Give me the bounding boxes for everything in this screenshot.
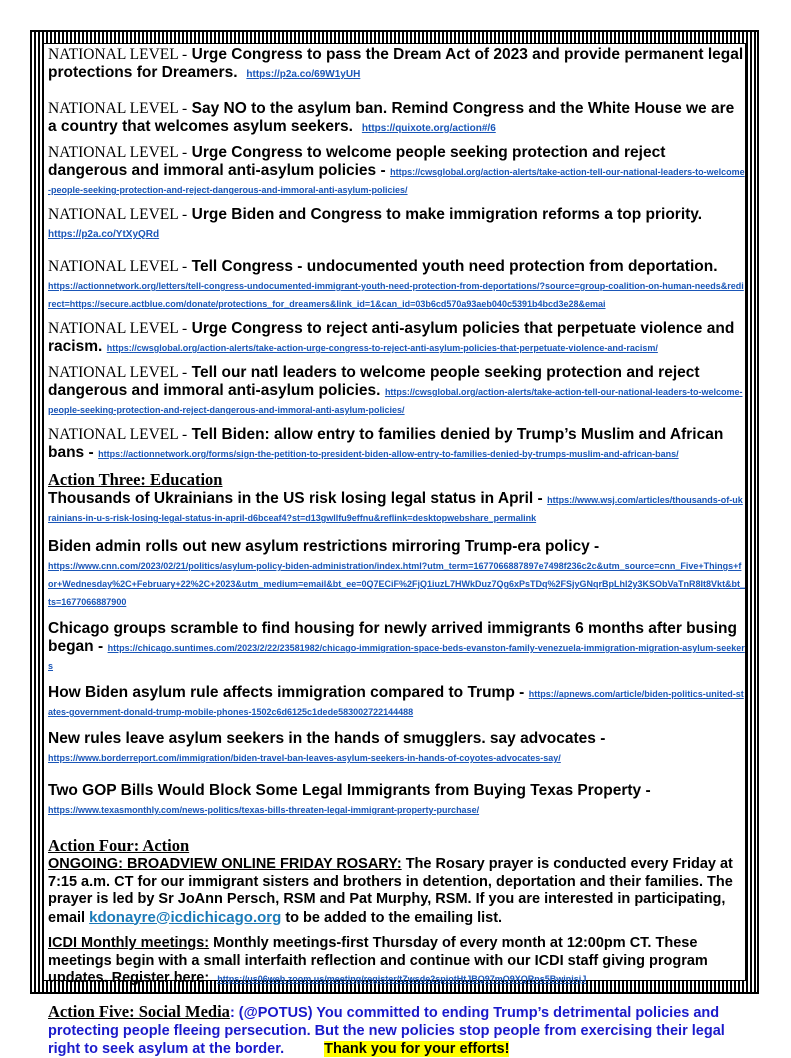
item-text: Chicago groups scramble to find housing for newly arrived immigrants 6 months after busing began -: [48, 620, 737, 655]
item-text: Tell Congress - undocumented youth need protection from deportation.: [191, 258, 718, 275]
document-body: [48, 44, 746, 1058]
news-item: [48, 490, 746, 526]
section-heading-education: Action Three: Education: [48, 470, 223, 489]
national-item: [48, 46, 746, 82]
item-link[interactable]: https://cwsglobal.org/action-alerts/take-action-tell-our-national-leaders-to-welcome-people-seeking-protection-and-reject-dangerous-and-immoral-anti-asylum-policies/: [48, 167, 745, 195]
news-item: [48, 620, 746, 674]
national-item: [48, 320, 746, 356]
item-text: Urge Congress to reject anti-asylum policies that perpetuate violence and racism.: [48, 320, 735, 355]
news-item: [48, 730, 746, 766]
news-item: [48, 538, 746, 610]
item-text: Biden admin rolls out new asylum restrictions mirroring Trump-era policy -: [48, 538, 600, 555]
item-text: Urge Biden and Congress to make immigration reforms a top priority.: [191, 206, 703, 223]
level-label: NATIONAL LEVEL -: [48, 144, 188, 161]
national-item: [48, 100, 746, 136]
item-text: Tell Biden: allow entry to families denied by Trump’s Muslim and African bans -: [48, 426, 724, 461]
national-item: [48, 364, 746, 418]
section-heading-social: Action Five: Social Media: [48, 1001, 230, 1021]
item-text: Tell our natl leaders to welcome people seeking protection and reject dangerous and immoral anti-asylum policies.: [48, 364, 700, 399]
item-link[interactable]: https://www.wsj.com/articles/thousands-of-ukrainians-in-u-s-risk-losing-legal-status-in-april-d6bceaf4?st=d13gwllfu9effnu&reflink=desktopwebshare_permalink: [48, 495, 743, 523]
icdi-block: [48, 935, 746, 988]
item-text: Urge Congress to pass the Dream Act of 2023 and provide permanent legal protections for Dreamers.: [48, 46, 744, 81]
rosary-tail: to be added to the emailing list.: [285, 909, 503, 926]
item-link[interactable]: https://actionnetwork.org/letters/tell-congress-undocumented-immigrant-youth-need-protection-from-deportations/?source=group-coalition-on-human-needs&redirect=https://secure.actblue.com/donate/protections_for_dreamers&link_id=1&can_id=03b6cd570a93aeb040c5391b4bcd3e28&emai: [48, 281, 744, 309]
rosary-title: ONGOING: BROADVIEW ONLINE FRIDAY ROSARY:: [48, 856, 402, 872]
level-label: NATIONAL LEVEL -: [48, 426, 188, 443]
register-link[interactable]: https://us06web.zoom.us/meeting/register/tZwsde2spiotHtJBQ97mO9XQRns5BwinisjJ: [217, 974, 587, 984]
item-link[interactable]: https://cwsglobal.org/action-alerts/take-action-urge-congress-to-reject-anti-asylum-policies-that-perpetuate-violence-and-racism/: [106, 343, 658, 353]
item-text: Say NO to the asylum ban. Remind Congress and the White House we are a country that welcomes asylum seekers.: [48, 100, 735, 135]
level-label: NATIONAL LEVEL -: [48, 258, 188, 275]
social-text: : (@POTUS) You committed to ending Trump’s detrimental policies and protecting people fleeing persecution. But the new policies stop people from exercising their legal right to seek asylum at the border.: [48, 1004, 725, 1057]
level-label: NATIONAL LEVEL -: [48, 46, 188, 63]
item-text: New rules leave asylum seekers in the hands of smugglers. say advocates -: [48, 730, 606, 747]
item-link[interactable]: https://p2a.co/YtXyQRd: [48, 229, 160, 240]
icdi-text: Monthly meetings-first Thursday of every month at 12:00pm CT. These meetings begin with a small interfaith reflection and continue with our ICDI staff giving program updates. Register here:: [48, 935, 708, 986]
item-link[interactable]: https://chicago.suntimes.com/2023/2/22/23581982/chicago-immigration-space-beds-evanston-family-venezuela-immigration-migration-asylum-seekers: [48, 643, 745, 671]
item-link[interactable]: https://cwsglobal.org/action-alerts/take-action-tell-our-national-leaders-to-welcome-people-seeking-protection-and-reject-dangerous-and-immoral-anti-asylum-policies/: [48, 387, 743, 415]
rosary-text: The Rosary prayer is conducted every Friday at 7:15 a.m. CT for our immigrant sisters and brothers in detention, deportation and their families. The prayer is led by Sr JoAnn Persch, RSM and Pat Murphy, RSM. If you are interested in participating, email: [48, 856, 733, 926]
item-text: Urge Congress to welcome people seeking protection and reject dangerous and immoral anti-asylum policies -: [48, 144, 666, 179]
level-label: NATIONAL LEVEL -: [48, 364, 188, 381]
social-block: [48, 1002, 746, 1058]
section-heading-action: Action Four: Action: [48, 836, 190, 855]
item-link[interactable]: https://quixote.org/action#/6: [361, 123, 496, 134]
item-link[interactable]: https://apnews.com/article/biden-politics-united-states-government-donald-trump-mobile-phones-1502c6d6125c1dede583002722144488: [48, 689, 744, 717]
icdi-title: ICDI Monthly meetings:: [48, 935, 210, 951]
item-text: Thousands of Ukrainians in the US risk losing legal status in April -: [48, 490, 543, 507]
national-item: [48, 258, 746, 312]
level-label: NATIONAL LEVEL -: [48, 320, 188, 337]
national-item: [48, 144, 746, 198]
level-label: NATIONAL LEVEL -: [48, 100, 188, 117]
item-link[interactable]: https://actionnetwork.org/forms/sign-the-petition-to-president-biden-allow-entry-to-families-denied-by-trumps-muslim-and-african-bans/: [98, 449, 679, 459]
item-link[interactable]: https://p2a.co/69W1yUH: [246, 69, 361, 80]
item-text: Two GOP Bills Would Block Some Legal Immigrants from Buying Texas Property -: [48, 782, 651, 799]
level-label: NATIONAL LEVEL -: [48, 206, 188, 223]
national-item: [48, 206, 746, 242]
item-link[interactable]: https://www.texasmonthly.com/news-politics/texas-bills-threaten-legal-immigrant-property-purchase/: [48, 805, 480, 815]
item-link[interactable]: https://www.borderreport.com/immigration/biden-travel-ban-leaves-asylum-seekers-in-hands-of-coyotes-advocates-say/: [48, 753, 561, 763]
item-link[interactable]: https://www.cnn.com/2023/02/21/politics/asylum-policy-biden-administration/index.html?utm_term=1677066887897e7498f236c2c&utm_source=cnn_Five+Things+for+Wednesday%2C+February+22%2C+2023&utm_medium=email&bt_ee=0Q7ECiF%2FjQ1iuzL7HWkDuz7Qg6xPsTDq%2FSjyGNqrBpLhl2y3KSObVaTnR8It8Vkt&bt_ts=1677066887900: [48, 561, 746, 607]
news-item: [48, 684, 746, 720]
email-link[interactable]: kdonayre@icdichicago.org: [89, 908, 282, 926]
news-item: [48, 782, 746, 818]
national-item: [48, 426, 746, 462]
item-text: How Biden asylum rule affects immigration compared to Trump -: [48, 684, 525, 701]
rosary-block: [48, 856, 746, 927]
thanks-highlight: Thank you for your efforts!: [324, 1040, 510, 1057]
